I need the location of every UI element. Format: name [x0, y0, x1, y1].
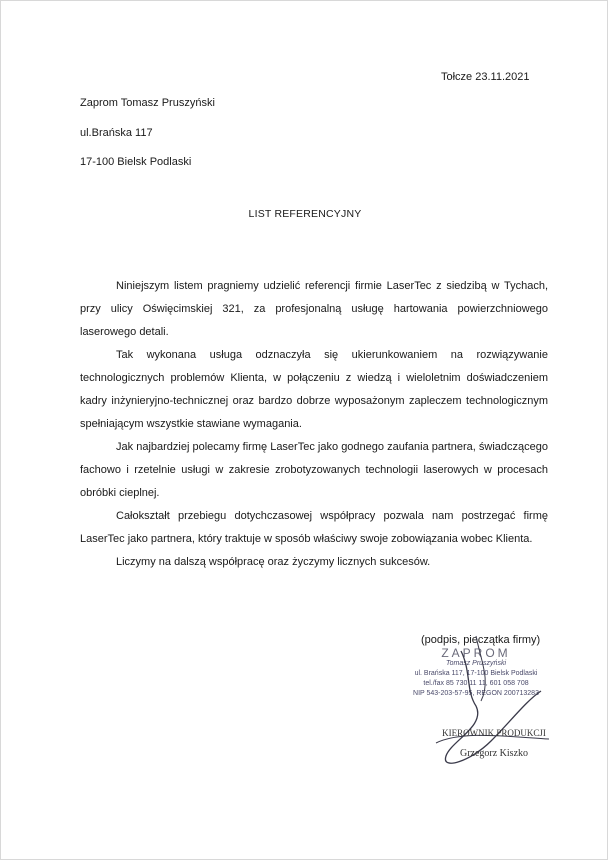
stamp-phone: tel./fax 85 730 11 11, 601 058 708 — [423, 680, 529, 687]
paragraph: Niniejszym listem pragniemy udzielić referencji firmie LaserTec z siedzibą w Tychach, przy ulicy Oświęcimskiej 321, za profesjonalną usługę hartowania powierzchniowego laserowego detali. — [80, 280, 548, 338]
paragraph: Liczymy na dalszą współpracę oraz życzymy licznych sukcesów. — [116, 556, 431, 568]
letter-title: LIST REFERENCYJNY — [248, 208, 362, 220]
paragraph: Jak najbardziej polecamy firmę LaserTec jako godnego zaufania partnera, świadczącego fachowo i rzetelnie usługi w zakresie zrobotyzowanych technologii laserowych w procesach obróbki cieplnej. — [80, 441, 548, 499]
stamp-address: ul. Brańska 117, 17-100 Bielsk Podlaski — [414, 670, 538, 677]
director-name: Grzegorz Kiszko — [459, 748, 529, 759]
stamp-ids: NIP 543-203-57-95, REGON 200713283 — [413, 690, 539, 697]
place-date: Tołcze 23.11.2021 — [441, 71, 530, 83]
director-role: KIEROWNIK PRODUKCJI — [442, 728, 546, 738]
stamp-owner: Tomasz Pruszyński — [445, 660, 507, 667]
recipient-street: ul.Brańska 117 — [80, 127, 153, 139]
letter-body — [80, 275, 548, 574]
director-stamp — [429, 728, 559, 759]
recipient-city: 17-100 Bielsk Podlaski — [80, 156, 192, 168]
stamp-logo: ZAPROM — [441, 646, 511, 660]
paragraph: Całokształt przebiegu dotychczasowej współpracy pozwala nam postrzegać firmę LaserTec jako partnera, który traktuje w sposób właściwy swoje zobowiązania wobec Klienta. — [80, 510, 548, 545]
recipient-name: Zaprom Tomasz Pruszyński — [80, 97, 215, 109]
paragraph: Tak wykonana usługa odznaczyła się ukierunkowaniem na rozwiązywanie technologicznych problemów Klienta, w połączeniu z wiedzą i wieloletnim doświadczeniem kadry inżynieryjno-technicznej oraz bardzo dobrze wyposażonym zapleczem technologicznym spełniającym wszystkie stawiane wymagania. — [80, 349, 548, 430]
signature-caption: (podpis, pieczątka firmy) — [421, 634, 541, 646]
